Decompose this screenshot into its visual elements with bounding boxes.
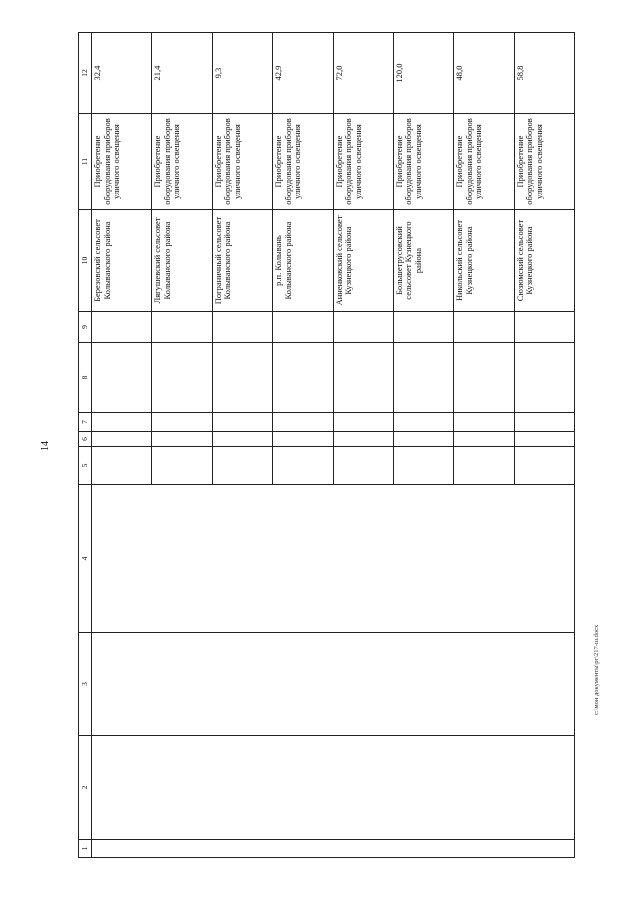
empty-cell bbox=[393, 413, 453, 432]
empty-cell bbox=[212, 343, 272, 413]
empty-cell bbox=[92, 312, 152, 343]
data-table bbox=[78, 32, 575, 858]
purpose-cell: Приобретение оборудования приборов уличного освещения bbox=[273, 114, 333, 210]
empty-cell bbox=[92, 343, 152, 413]
empty-cell bbox=[92, 447, 152, 485]
empty-cell bbox=[273, 312, 333, 343]
locality-cell: Сюзюмский сельсовет Кузнецкого района bbox=[514, 210, 574, 312]
amount-cell: 120,0 bbox=[393, 33, 453, 114]
locality-cell: Пограничный сельсовет Колыванского района bbox=[212, 210, 272, 312]
empty-cell bbox=[273, 447, 333, 485]
purpose-cell: Приобретение оборудования приборов уличного освещения bbox=[333, 114, 393, 210]
empty-cell bbox=[333, 312, 393, 343]
rotated-table-container bbox=[78, 33, 575, 858]
locality-cell: Березовский сельсовет Колыванского района bbox=[92, 210, 152, 312]
amount-cell: 72,0 bbox=[333, 33, 393, 114]
empty-cell bbox=[393, 447, 453, 485]
purpose-cell: Приобретение оборудования приборов уличного освещения bbox=[514, 114, 574, 210]
empty-cell bbox=[454, 343, 514, 413]
column-number: 3 bbox=[79, 633, 92, 736]
column-number: 8 bbox=[79, 343, 92, 413]
empty-cell bbox=[212, 413, 272, 432]
column-number: 4 bbox=[79, 485, 92, 633]
empty-cell bbox=[393, 432, 453, 447]
empty-cell bbox=[152, 312, 212, 343]
column-number: 7 bbox=[79, 413, 92, 432]
amount-cell: 21,4 bbox=[152, 33, 212, 114]
empty-cell bbox=[514, 343, 574, 413]
locality-cell: Анненковский сельсовет Кузнецкого района bbox=[333, 210, 393, 312]
empty-cell bbox=[454, 432, 514, 447]
locality-cell: Большетрусовский сельсовет Кузнецкого района bbox=[393, 210, 453, 312]
empty-cell bbox=[514, 447, 574, 485]
amount-cell: 32,4 bbox=[92, 33, 152, 114]
empty-cell bbox=[393, 312, 453, 343]
empty-cell bbox=[514, 432, 574, 447]
locality-cell: р.п. Колывань Колыванского района bbox=[273, 210, 333, 312]
table-row bbox=[92, 33, 152, 858]
purpose-cell: Приобретение оборудования приборов уличного освещения bbox=[212, 114, 272, 210]
empty-cell bbox=[92, 485, 575, 633]
empty-cell bbox=[333, 447, 393, 485]
empty-cell bbox=[212, 447, 272, 485]
column-number: 6 bbox=[79, 432, 92, 447]
column-number-row bbox=[79, 33, 92, 858]
column-number: 10 bbox=[79, 210, 92, 312]
empty-cell bbox=[92, 633, 575, 736]
empty-cell bbox=[273, 413, 333, 432]
empty-cell bbox=[273, 432, 333, 447]
purpose-cell: Приобретение оборудования приборов уличного освещения bbox=[92, 114, 152, 210]
empty-cell bbox=[152, 343, 212, 413]
empty-cell bbox=[333, 343, 393, 413]
empty-cell bbox=[92, 413, 152, 432]
column-number: 2 bbox=[79, 736, 92, 840]
empty-cell bbox=[152, 447, 212, 485]
purpose-cell: Приобретение оборудования приборов уличного освещения bbox=[393, 114, 453, 210]
page-number: 14 bbox=[40, 441, 51, 451]
empty-cell bbox=[273, 343, 333, 413]
column-number: 11 bbox=[79, 114, 92, 210]
column-number: 1 bbox=[79, 840, 92, 858]
locality-cell: Никольский сельсовет Кузнецкого района bbox=[454, 210, 514, 312]
purpose-cell: Приобретение оборудования приборов уличного освещения bbox=[152, 114, 212, 210]
empty-cell bbox=[454, 413, 514, 432]
locality-cell: Лягушевский сельсовет Колыванского района bbox=[152, 210, 212, 312]
empty-cell bbox=[152, 432, 212, 447]
empty-cell bbox=[152, 413, 212, 432]
empty-cell bbox=[212, 432, 272, 447]
amount-cell: 58,8 bbox=[514, 33, 574, 114]
amount-cell: 9,3 bbox=[212, 33, 272, 114]
purpose-cell: Приобретение оборудования приборов уличного освещения bbox=[454, 114, 514, 210]
empty-cell bbox=[212, 312, 272, 343]
amount-cell: 48,0 bbox=[454, 33, 514, 114]
empty-cell bbox=[454, 312, 514, 343]
empty-cell bbox=[333, 413, 393, 432]
empty-cell bbox=[514, 312, 574, 343]
empty-cell bbox=[454, 447, 514, 485]
empty-cell bbox=[393, 343, 453, 413]
empty-cell bbox=[92, 736, 575, 840]
empty-cell bbox=[514, 413, 574, 432]
column-number: 5 bbox=[79, 447, 92, 485]
empty-cell bbox=[333, 432, 393, 447]
empty-cell bbox=[92, 432, 152, 447]
column-number: 9 bbox=[79, 312, 92, 343]
amount-cell: 42,9 bbox=[273, 33, 333, 114]
column-number: 12 bbox=[79, 33, 92, 114]
empty-cell bbox=[92, 840, 575, 858]
footer-path-text: c:\мои документы\рт\217-ш.docx bbox=[593, 624, 600, 715]
